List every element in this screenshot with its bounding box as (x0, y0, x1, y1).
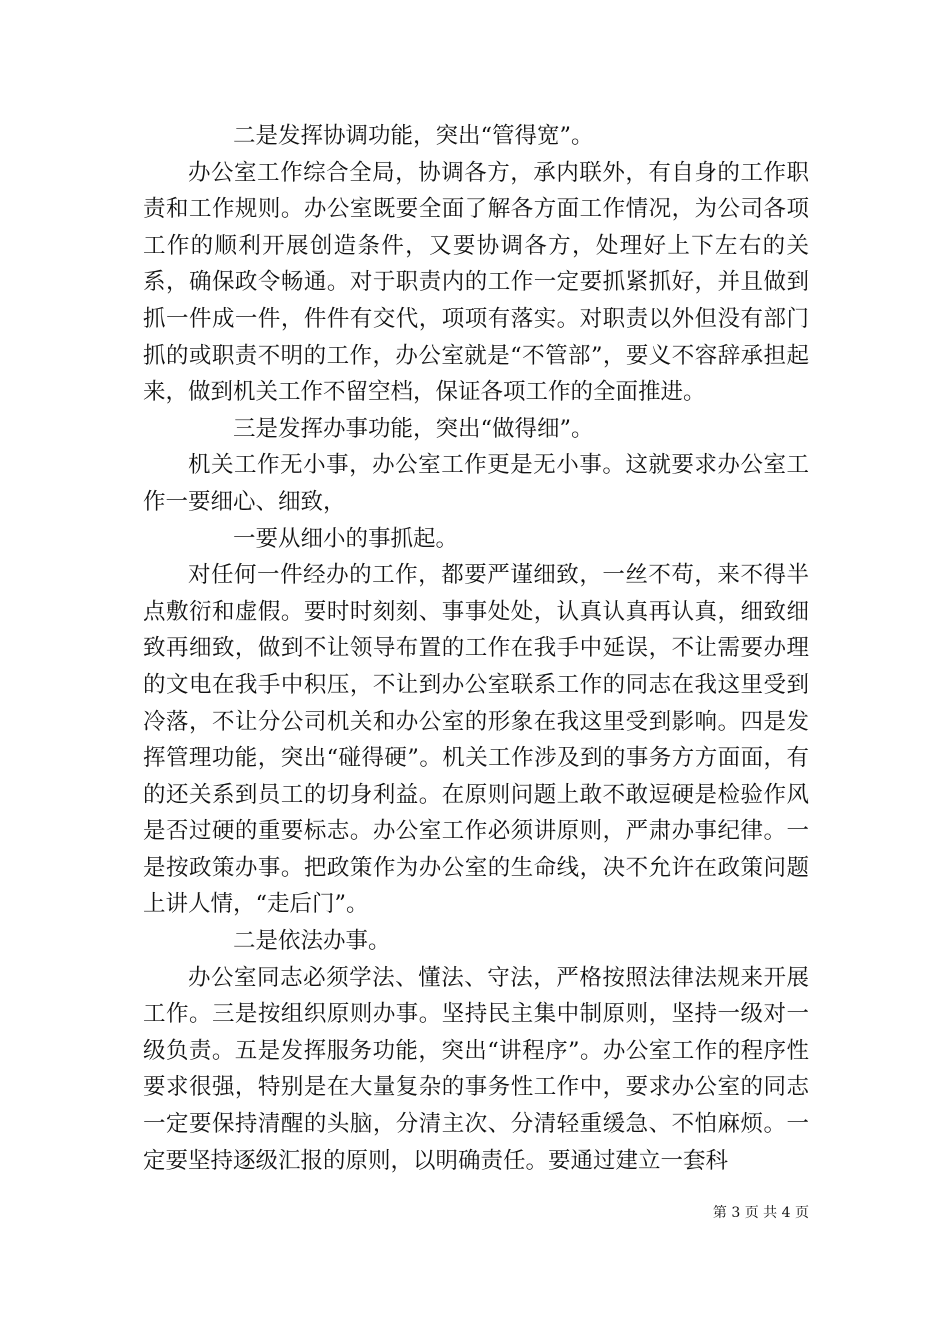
document-body (143, 118, 809, 1179)
section-heading-handling: 三是发挥办事功能，突出“做得细”。 (233, 415, 594, 442)
paragraph-details: 对任何一件经办的工作，都要严谨细致，一丝不苟，来不得半点敷衍和虚假。要时时刻刻、事事处处，认真认真再认真，细致细致再细致，做到不让领导布置的工作在我手中延误，不让需要办理的文电在我手中积压，不让到办公室联系工作的同志在我这里受到冷落，不让分公司机关和办公室的形象在我这里受到影响。四是发挥管理功能，突出“碰得硬”。机关工作涉及到的事务方方面面，有的还关系到员工的切身利益。在原则问题上敢不敢逗硬是检验作风是否过硬的重要标志。办公室工作必须讲原则，严肃办事纪律。一是按政策办事。把政策作为办公室的生命线，决不允许在政策问题上讲人情，“走后门”。 (143, 562, 809, 918)
page-number-footer: 第 3 页 共 4 页 (712, 1205, 809, 1221)
paragraph-law: 办公室同志必须学法、懂法、守法，严格按照法律法规来开展工作。三是按组织原则办事。坚持民主集中制原则，坚持一级对一级负责。五是发挥服务功能，突出“讲程序”。办公室工作的程序性要求很强，特别是在大量复杂的事务性工作中，要求办公室的同志一定要保持清醒的头脑，分清主次、分清轻重缓急、不怕麻烦。一定要坚持逐级汇报的原则，以明确责任。要通过建立一套科 (143, 964, 809, 1174)
paragraph-handling-intro: 机关工作无小事，办公室工作更是无小事。这就要求办公室工作一要细心、细致， (143, 452, 809, 515)
section-heading-details: 一要从细小的事抓起。 (233, 525, 459, 552)
section-heading-law: 二是依法办事。 (233, 928, 391, 955)
section-heading-coordination: 二是发挥协调功能，突出“管得宽”。 (233, 123, 594, 149)
paragraph-coordination: 办公室工作综合全局，协调各方，承内联外，有自身的工作职责和工作规则。办公室既要全面了解各方面工作情况，为公司各项工作的顺利开展创造条件，又要协调各方，处理好上下左右的关系，确保政令畅通。对于职责内的工作一定要抓紧抓好，并且做到抓一件成一件，件件有交代，项项有落实。对职责以外但没有部门抓的或职责不明的工作，办公室就是“不管部”，要义不容辞承担起来，做到机关工作不留空档，保证各项工作的全面推进。 (143, 159, 809, 406)
